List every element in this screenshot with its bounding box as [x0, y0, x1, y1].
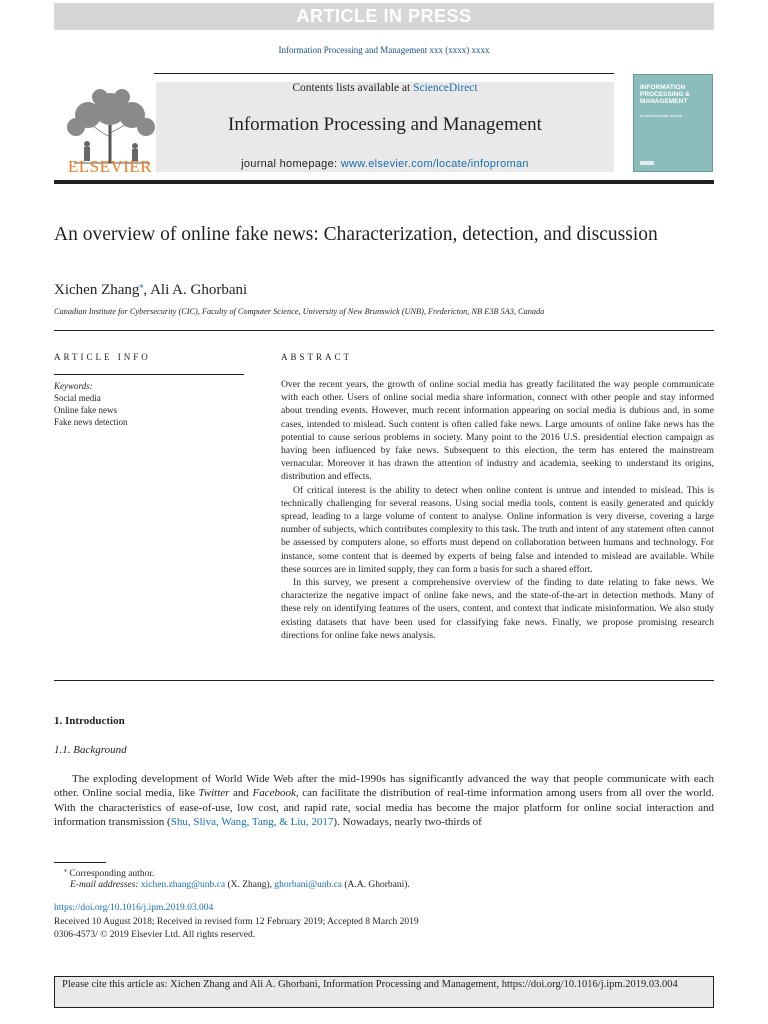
doi-link[interactable]: https://doi.org/10.1016/j.ipm.2019.03.004 [54, 903, 214, 913]
keywords-block [54, 380, 127, 428]
homepage-link[interactable]: www.elsevier.com/locate/infoproman [340, 158, 529, 170]
contents-prefix: Contents lists available at [292, 82, 414, 94]
email-link[interactable]: ghorbani@unb.ca [274, 880, 342, 890]
article-info-divider [54, 374, 244, 375]
journal-cover-image[interactable] [633, 74, 713, 172]
twitter-term: Twitter [198, 787, 230, 800]
footnote-corresponding [64, 867, 154, 879]
journal-homepage-line [156, 158, 614, 170]
keyword-item: Online fake news [54, 405, 117, 415]
article-title: An overview of online fake news: Characterization, detection, and discussion [54, 224, 658, 245]
footnote-rule [54, 862, 106, 863]
header-thick-rule [54, 180, 714, 184]
intro-body [54, 772, 714, 829]
abstract-heading: ABSTRACT [281, 352, 353, 362]
journal-header-box [156, 82, 614, 172]
body-text: The exploding development of World Wide Web after the mid-1990s has significantly advanced the way that people communicate with each other. Online social media, like [54, 773, 714, 800]
header-divider [154, 73, 614, 74]
homepage-prefix: journal homepage: [241, 158, 341, 170]
body-text: and [229, 787, 253, 800]
author-name[interactable]: Xichen Zhang [54, 282, 140, 298]
email-label: E-mail addresses: [70, 880, 139, 890]
author-list [54, 281, 247, 299]
abstract-paragraph: Over the recent years, the growth of online social media has greatly facilitated the way people communicate with each other. Users of online social media share information, connect with other people and stay informed about trending events. However, much recent information appearing on social media is dubious and, in some cases, intended to mislead. Such content is often called fake news. Large amounts of online fake news has the potential to cause serious problems in society. Many point to the 2016 U.S. presidential election campaign as having been influenced by fake news. Subsequent to this election, the term has entered the mainstream vernacular. Moreover it has drawn the attention of industry and academia, seeking to understand its origins, distribution and effects. [281, 379, 714, 483]
corresponding-mark: ⁎ [64, 868, 67, 874]
email-link[interactable]: xichen.zhang@unb.ca [140, 880, 226, 890]
divider [54, 330, 714, 331]
abstract-body [281, 378, 714, 642]
keyword-item: Fake news detection [54, 417, 128, 427]
article-info-heading: ARTICLE INFO [54, 352, 151, 362]
body-text: , can facilitate the distribution of real-time information among users from all over the world. With the characteristics of ease-of-use, low cost, and rapid rate, social media has become the major platform for online social interaction and information transmission ( [54, 787, 714, 828]
elsevier-wordmark: ELSEVIER [67, 157, 153, 176]
sciencedirect-link[interactable]: ScienceDirect [413, 82, 478, 94]
contents-line [156, 82, 614, 94]
cover-title: INFORMATION PROCESSING & MANAGEMENT [640, 84, 690, 105]
affiliation: Canadian Institute for Cybersecurity (CIC), Faculty of Computer Science, University of New Brunswick (UNB), Fredericton, NB E3B 5A3, Canada [54, 307, 545, 316]
cover-subtitle: An International Journal [640, 113, 683, 118]
cover-logo [640, 161, 654, 165]
issn-copyright: 0306-4573/ © 2019 Elsevier Ltd. All rights reserved. [54, 930, 256, 940]
body-paragraph [54, 772, 714, 829]
facebook-term: Facebook [252, 787, 296, 800]
email-owner: (A.A. Ghorbani). [342, 880, 410, 890]
keyword-item: Social media [54, 393, 101, 403]
article-in-press-banner: ARTICLE IN PRESS [54, 3, 714, 30]
journal-title: Information Processing and Management [228, 114, 542, 135]
subsection-heading: 1.1. Background [54, 744, 127, 756]
keywords-label: Keywords: [54, 381, 93, 391]
divider [54, 680, 714, 681]
footnote-text: Corresponding author. [67, 869, 155, 880]
citation-box: Please cite this article as: Xichen Zhang and Ali A. Ghorbani, Information Processing and Management, https://doi.org/10.1016/j.ipm.2019.03.004 [54, 976, 714, 1008]
received-dates: Received 10 August 2018; Received in revised form 12 February 2019; Accepted 8 March 2019 [54, 917, 419, 927]
footnote-emails [70, 880, 410, 890]
journal-citation-link[interactable]: Information Processing and Management xxx (xxxx) xxxx [278, 45, 490, 55]
abstract-paragraph: Of critical interest is the ability to detect when online content is untrue and intended to mislead. This is technically challenging for several reasons. Using social media tools, content is easily generated and quickly spread, leading to a large volume of content to analyse. Online information is very diverse, covering a large number of subjects, which contributes complexity to this task. The truth and intent of any statement often cannot be assessed by computers alone, so efforts must depend on collaboration between humans and technology. For instance, some content that is deemed by experts of being false and intended to mislead are available. While these sources are in limited supply, they can form a basis for such a shared effort. [281, 484, 714, 575]
corresponding-author-mark[interactable]: ⁎ [139, 281, 144, 290]
body-text: ). Nowadays, nearly two-thirds of [333, 815, 482, 828]
citation-link[interactable]: Shu, Sliva, Wang, Tang, & Liu, 2017 [170, 815, 334, 828]
abstract-paragraph: In this survey, we present a comprehensive overview of the finding to date relating to fake news. We characterize the negative impact of online fake news, and the state-of-the-art in detection methods. Many of these rely on identifying features of the users, content, and context that indicate misinformation. We also study existing datasets that have been used for classifying fake news. Finally, we propose promising research directions for online fake news analysis. [281, 577, 714, 641]
author-name[interactable]: , Ali A. Ghorbani [143, 282, 248, 298]
section-heading: 1. Introduction [54, 715, 125, 727]
email-owner: (X. Zhang), [225, 880, 275, 890]
